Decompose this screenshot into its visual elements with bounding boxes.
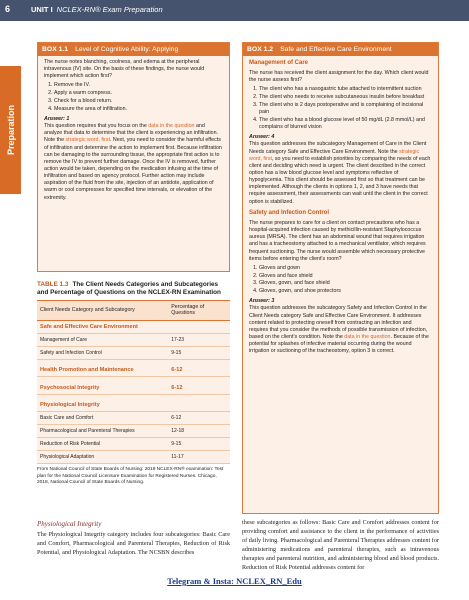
option: 3. Gloves, gown, and face shield (259, 280, 432, 287)
table-cell-value: 9-15 (168, 346, 230, 359)
explanation-part: This question addresses the subcategory Safety and Infection Control in the Client Needs category Safe and Effective Care Environment. It addresses content related to protecting oneself from contracting an infection and requires that you consider the methods of possible transmission of infection, based on the client's condition. Note the (249, 305, 428, 341)
answer-label: Answer: 4 (249, 134, 275, 141)
box-1-2-body (243, 56, 438, 362)
running-head (31, 5, 163, 14)
table-cell-label: Psychosocial Integrity (37, 382, 168, 395)
option: 1. Remove the IV. (54, 82, 223, 89)
box-number: BOX 1.2 (247, 46, 274, 53)
table-cell-value: 6-12 (168, 382, 230, 395)
table-row (37, 399, 230, 412)
table-row (37, 382, 230, 395)
section-heading: Management of Care (249, 60, 309, 66)
explanation-part: . Next, you need to consider the harmful effects of infiltration and determine the action to implement first. Because infiltration can be damaging to the surrounding tissue, the appropriate first action is to remove the IV to prevent further damage. Once the IV is removed, further action would be taken, depending on the medication infusing at the time of infiltration and based on agency protocol. Further action may include aspiration of the fluid from the site, injection of an antidote, application of warm or cool compresses for specified time intervals, or elevation of the extremity. (44, 137, 222, 201)
table-row (37, 333, 230, 346)
explanation-part: . Because of the potential for splashes of infective material occurring during the wound irrigation or suctioning of the tracheostomy, option 3 is correct. (249, 334, 429, 355)
box-1-2 (242, 42, 439, 514)
page-header (0, 0, 469, 21)
table-cell-label: Basic Care and Comfort (37, 412, 168, 425)
section-heading: Safety and Infection Control (249, 209, 330, 216)
option: 1. Gloves and gown (259, 265, 432, 272)
table-cell-value: 6-12 (168, 364, 230, 377)
table-cell-label: Safety and Infection Control (37, 346, 168, 359)
box-1-1-header (38, 43, 229, 56)
table-cell-label: Management of Care (37, 333, 168, 346)
option: 2. Apply a warm compress. (54, 90, 223, 97)
table-row (37, 412, 230, 425)
side-tab (0, 66, 21, 194)
body-paragraph: The Physiological Integrity category includes four subcategories: Basic Care and Comfort, Pharmacological and Parenteral Therapies, Reduction of Risk Potential, and Physiological Adaptation. The NCSBN describes (37, 531, 230, 556)
page-number: 6 (5, 4, 11, 14)
explanation-part: This question requires that you focus on the (44, 123, 149, 130)
table-row (37, 320, 230, 333)
table-cell-label: Pharmacological and Parenteral Therapies (37, 425, 168, 438)
table-row (37, 438, 230, 451)
explanation (44, 123, 223, 202)
client-needs-table (37, 300, 230, 464)
table-cell-value: 12-18 (168, 425, 230, 438)
option-list (259, 86, 432, 131)
highlight-text: data in the question (148, 123, 195, 130)
table-caption: The Client Needs Categories and Subcategories and Percentage of Questions on the NCLEX-RN Examination (37, 281, 221, 296)
table-number: TABLE 1.3 (37, 281, 69, 288)
box-1-1-body (38, 56, 229, 208)
table-cell-value: 6-12 (168, 412, 230, 425)
option: 1. The client who has a nasogastric tube attached to intermittent suction (259, 86, 432, 93)
box-title: Level of Cognitive Ability: Applying (75, 46, 179, 53)
highlight-text: data in the question (344, 334, 391, 341)
option: 4. The client who has a blood glucose level of 50 mg/dL (2.8 mmol/L) and complains of blurred vision (259, 117, 432, 131)
option: 4. Measure the area of infiltration. (54, 106, 223, 113)
table-row (37, 364, 230, 377)
table-title (37, 281, 230, 297)
table-body (37, 320, 230, 464)
question-text: The nurse has received the client assignment for the day. Which client would the nurse assess first? (249, 70, 429, 84)
box-title: Safe and Effective Care Environment (280, 46, 392, 53)
option: 2. The client who needs to receive subcutaneous insulin before breakfast (259, 94, 432, 101)
table-cell-value: 9-15 (168, 438, 230, 451)
table-cell-value: 11-17 (168, 451, 230, 464)
section-heading: Physiological Integrity (37, 520, 102, 528)
footer-link[interactable]: Telegram & Insta: NCLEX_RN_Edu (167, 576, 302, 586)
table-header-row (37, 301, 230, 321)
highlight-text: strategic word, first (249, 148, 420, 162)
explanation (249, 141, 432, 205)
highlight-text: strategic word, first (65, 137, 110, 144)
column-header: Client Needs Category and Subcategory (37, 301, 168, 321)
table-source-note: From National Council of State Boards of Nursing: 2019 NCLEX-RN® examination: Test plan for the National Council Licensure Examination for Registered Nurses. Chicago, 2018, National Council of State Boards of Nursing. (37, 467, 224, 485)
explanation (249, 305, 432, 355)
column-header: Percentage of Questions (168, 301, 230, 321)
explanation-part: and analyze that data to determine that the client is experiencing an infiltration. Note the (44, 123, 219, 144)
table-cell-value (168, 320, 230, 333)
answer-label: Answer: 3 (249, 298, 275, 305)
table-cell-label: Reduction of Risk Potential (37, 438, 168, 451)
table-1-3 (37, 281, 230, 486)
table-row (37, 451, 230, 464)
option: 3. Check for a blood return. (54, 98, 223, 105)
table-cell-label: Physiological Adaptation (37, 451, 168, 464)
option-list (259, 265, 432, 295)
question-text: The nurse notes blanching, coolness, and edema at the peripheral intravenous (IV) site. On the basis of these findings, the nurse would implement which action first? (44, 59, 205, 80)
body-paragraph: these subcategories as follows: Basic Care and Comfort addresses content for providing comfort and assistance to the client in the performance of activities of daily living. Pharmacological and Parenteral Therapies addresses content for administering medications and parenteral therapies, such as intravenous therapies and parenteral nutrition, and administering blood and blood products. Reduction of Risk Potential addresses content for (242, 519, 439, 571)
answer-label: Answer: 1 (44, 115, 70, 122)
option: 3. The client who is 2 days postoperative and is complaining of incisional pain (259, 102, 432, 116)
unit-label: UNIT I (31, 5, 53, 14)
explanation-part: This question addresses the subcategory Management of Care in the Client Needs category Safe and Effective Care Environment. Note the (249, 141, 427, 155)
option-list (54, 82, 223, 112)
book-title: NCLEX-RN® Exam Preparation (56, 5, 163, 14)
table-cell-label: Safe and Effective Care Environment (37, 320, 168, 333)
question-text: The nurse prepares to care for a client on contact precautions who has a hospital-acquired infection caused by methicillin-resistant Staphylococcus aureus (MRSA). The client has an abdominal wound that requires irrigation and has a tracheostomy attached to a mechanical ventilator, which requires frequent suctioning. The nurse would assemble which necessary protective items before entering the client's room? (249, 219, 426, 262)
table-row (37, 425, 230, 438)
table-cell-label: Physiological Integrity (37, 399, 168, 412)
explanation-part: , so you need to establish priorities by comparing the needs of each client and deciding which need is urgent. The client described in the correct option has a low blood glucose level and symptoms reflective of hypoglycemia. This client should be assessed first so that treatment can be implemented. Although the clients in options 1, 2, and 3 have needs that require assessment, their assessments can wait until the client in the correct option is stabilized. (249, 155, 431, 205)
box-1-2-header (243, 43, 438, 56)
box-number: BOX 1.1 (42, 46, 69, 53)
side-tab-label: Preparation (5, 104, 16, 156)
table-cell-value: 17-23 (168, 333, 230, 346)
option: 2. Gloves and face shield (259, 273, 432, 280)
table-row (37, 346, 230, 359)
option: 4. Gloves, gown, and shoe protectors (259, 288, 432, 295)
box-1-1 (37, 42, 230, 272)
table-cell-value (168, 399, 230, 412)
table-cell-label: Health Promotion and Maintenance (37, 364, 168, 377)
